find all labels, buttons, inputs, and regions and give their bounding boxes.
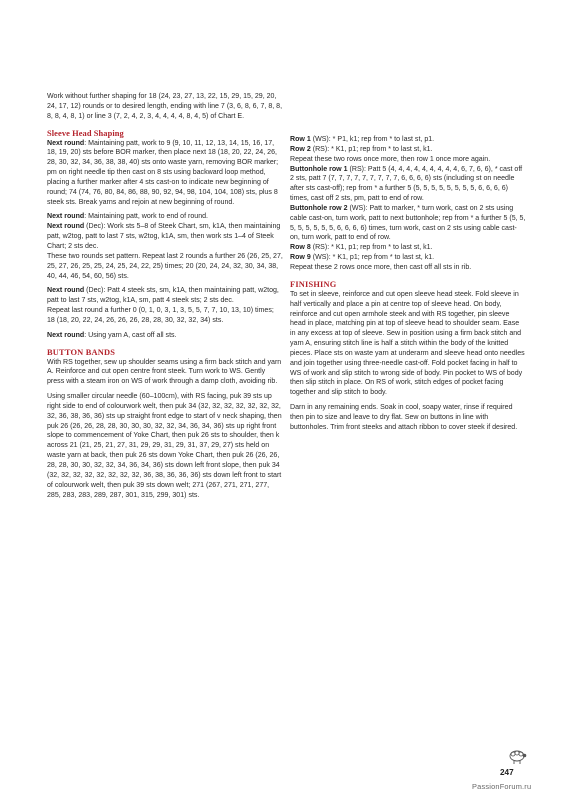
row-label: Row 8 (290, 244, 311, 252)
buttonhole-row-2-paragraph (290, 204, 526, 243)
sleeve-paragraph-4: These two rounds set pattern. Repeat last 2 rounds a further 26 (26, 25, 27, 25, 27, 26, 25, 25, 24, 25, 24, 22, 25) times; 20 (20, 24, 24, 32, 30, 34, 38, 40, 44, 46, 54, 60, 56) sts. (47, 252, 283, 280)
repeat-2-paragraph: Repeat these 2 rows once more, then cast off all sts in rib. (290, 263, 472, 271)
row-text: (RS): * K1, p1; rep from * to last st, k1. (310, 244, 433, 252)
button-bands-heading: BUTTON BANDS (47, 347, 116, 357)
round-label: Next round (47, 139, 85, 147)
sleeve-paragraph-1 (47, 139, 283, 208)
sheep-ornament-icon (506, 744, 528, 766)
row-8-paragraph (290, 243, 526, 253)
row-text: (WS): Patt to marker, * turn work, cast on 2 sts using cable cast-on, turn work, patt to next buttonhole; rep from * a further 5 (5, 5, 5, 5, 5, 5, 5, 5, 6, 6, 6, 6) times, turn work, cast on 2 sts using cable cast-on, turn work, patt to end of row. (290, 204, 526, 242)
row-label: Row 1 (290, 136, 311, 143)
row-2-paragraph (290, 145, 526, 155)
sleeve-paragraph-3 (47, 222, 283, 252)
round-text: : Using yarn A, cast off all sts. (84, 331, 177, 339)
right-column (290, 135, 526, 438)
sleeve-paragraph-2 (47, 212, 283, 222)
row-1-paragraph (290, 135, 526, 145)
round-text: : Maintaining patt, work to end of round. (84, 213, 208, 221)
row-text: (RS): * K1, p1; rep from * to last st, k1. (310, 145, 433, 153)
row-label: Row 2 (290, 145, 311, 153)
row-text: (WS): * K1, p1; rep from * to last st, k1. (310, 254, 435, 262)
row-text: (WS): * P1, k1; rep from * to last st, p1. (310, 136, 435, 143)
sleeve-paragraph-5 (47, 286, 283, 306)
finishing-paragraph-2: Darn in any remaining ends. Soak in cool, soapy water, rinse if required then pin to size and leave to dry flat. Sew on buttons in line with buttonholes. Trim front steeks and attach ribbon to cover steek if desired. (290, 404, 518, 431)
round-label: Next round (47, 223, 85, 231)
buttonhole-row-1-paragraph (290, 165, 526, 204)
round-label: Next round (47, 331, 85, 339)
round-text: (Dec): Patt 4 steek sts, sm, k1A, then maintaining patt, w2tog, patt to last 7 sts, w2tog, k1A, sm, patt 4 steek sts; 2 sts dec. (47, 287, 279, 305)
round-label: Next round (47, 287, 85, 295)
sleeve-head-heading: Sleeve Head Shaping (47, 128, 124, 138)
left-column (47, 92, 283, 505)
button-paragraph-2: Using smaller circular needle (60–100cm), with RS facing, puk 39 sts up right side to end of colourwork welt, then puk 34 (32, 32, 32, 32, 32, 32, 32, 32, 36, 38, 36, 36) sts up straight front edge to start of v neck shaping, then puk 26 (26, 26, 28, 28, 30, 30, 30, 32, 32, 34, 36, 34, 36) sts up right front slope to commencement of Yoke Chart, then puk 26 sts to shoulder, then k across 21 (21, 25, 21, 27, 31, 29, 29, 31, 29, 31, 37, 29, 27) sts held on waste yarn at back, then puk 26 sts down Yoke Chart, then puk 26 (26, 26, 28, 28, 30, 30, 32, 32, 34, 36, 34, 36) sts down left front slope, then puk 34 (32, 32, 32, 32, 32, 32, 32, 32, 36, 38, 36, 36, 36) sts down left front to start of colourwork welt, then puk 39 sts down welt; 271 (267, 271, 271, 277, 285, 283, 283, 289, 287, 301, 315, 299, 301) sts. (47, 393, 282, 499)
round-text: (Dec): Work sts 5–8 of Steek Chart, sm, k1A, then maintaining patt, w2tog, patt to last 7 sts, w2tog, k1A, sm, then work sts 1–4 of Steek Chart; 2 sts dec. (47, 223, 281, 250)
repeat-paragraph: Repeat these two rows once more, then row 1 once more again. (290, 155, 491, 163)
sleeve-paragraph-6: Repeat last round a further 0 (0, 1, 0, 3, 1, 3, 5, 5, 7, 7, 10, 13, 10) times; 18 (18, 20, 22, 24, 26, 26, 26, 28, 28, 30, 32, 32, 34) sts. (47, 307, 274, 324)
row-label: Buttonhole row 1 (290, 165, 348, 173)
row-text: (RS): Patt 5 (4, 4, 4, 4, 4, 4, 4, 4, 4, 6, 7, 6, 6), * cast off 2 sts, patt 7 (7, 7, 7, 7, 7, 7, 7, 7, 7, 6, 6, 6, 6) sts (including st on needle after sts cast-off); rep from * a further 5 (5, 5, 5, 5, 5, 5, 5, 5, 6, 6, 6, 6) times, cast off 2 sts, pm, patt to end of row. (290, 165, 523, 203)
round-label: Next round (47, 213, 85, 221)
row-9-paragraph (290, 253, 526, 263)
page-number: 247 (500, 768, 514, 777)
finishing-heading: FINISHING (290, 279, 337, 289)
row-label: Buttonhole row 2 (290, 204, 348, 212)
finishing-paragraph-1: To set in sleeve, reinforce and cut open sleeve head steek. Fold sleeve in half vertically and place a pin at centre top of sleeve head. On body, reinforce and cut open armhole steek and with RS together, pin sleeve head in place, matching pin at top of sleeve head to shoulder seam. Ease in any excess at top of sleeve. Sew in position using a firm back stitch and yarn A, ensuring stitch line is half a stitch within the body of the knitted pieces. Place sts on waste yarn at underarm and sleeve head onto needles and join together using three-needle cast-off. Fold pocket facing in half to WS of work and slip stitch to wrong side of body. Pin pocket to WS of body then slip stitch in place. On RS of work, stitch edges of pocket facing together and slip stitch to body. (290, 290, 525, 397)
row-label: Row 9 (290, 254, 311, 262)
button-paragraph-1: With RS together, sew up shoulder seams using a firm back stitch and yarn A. Reinforce and cut open centre front steek. Turn work to WS. Gently press with a steam iron on WS of work through a damp cloth, avoiding rib. (47, 358, 282, 386)
sleeve-paragraph-7 (47, 331, 283, 341)
intro-paragraph: Work without further shaping for 18 (24, 23, 27, 13, 22, 15, 29, 15, 29, 20, 24, 17, 12) rounds or to desired length, ending with line 7 (3, 6, 8, 6, 7, 8, 8, 8, 8, 4, 8, 1) or line 3 (7, 2, 4, 2, 3, 4, 4, 4, 4, 8, 4, 5) of Chart E. (47, 93, 283, 120)
round-text: : Maintaining patt, work to 9 (9, 10, 11, 12, 13, 14, 15, 16, 17, 18, 19, 20) sts before BOR marker, then place next 18 (18, 20, 22, 24, 26, 28, 30, 32, 34, 36, 38, 38, 40) sts onto waste yarn, removing BOR marker; pm on right needle tip then cast on 8 sts using backward loop method, placing a further marker after 4 sts cast-on to indicate new beginning of round; 74 (74, 76, 80, 84, 86, 88, 90, 92, 94, 98, 104, 104, 108) sts, plus 8 steek sts. Break yarns and rejoin at new beginning of round. (47, 139, 279, 206)
watermark: PassionForum.ru (472, 782, 532, 791)
